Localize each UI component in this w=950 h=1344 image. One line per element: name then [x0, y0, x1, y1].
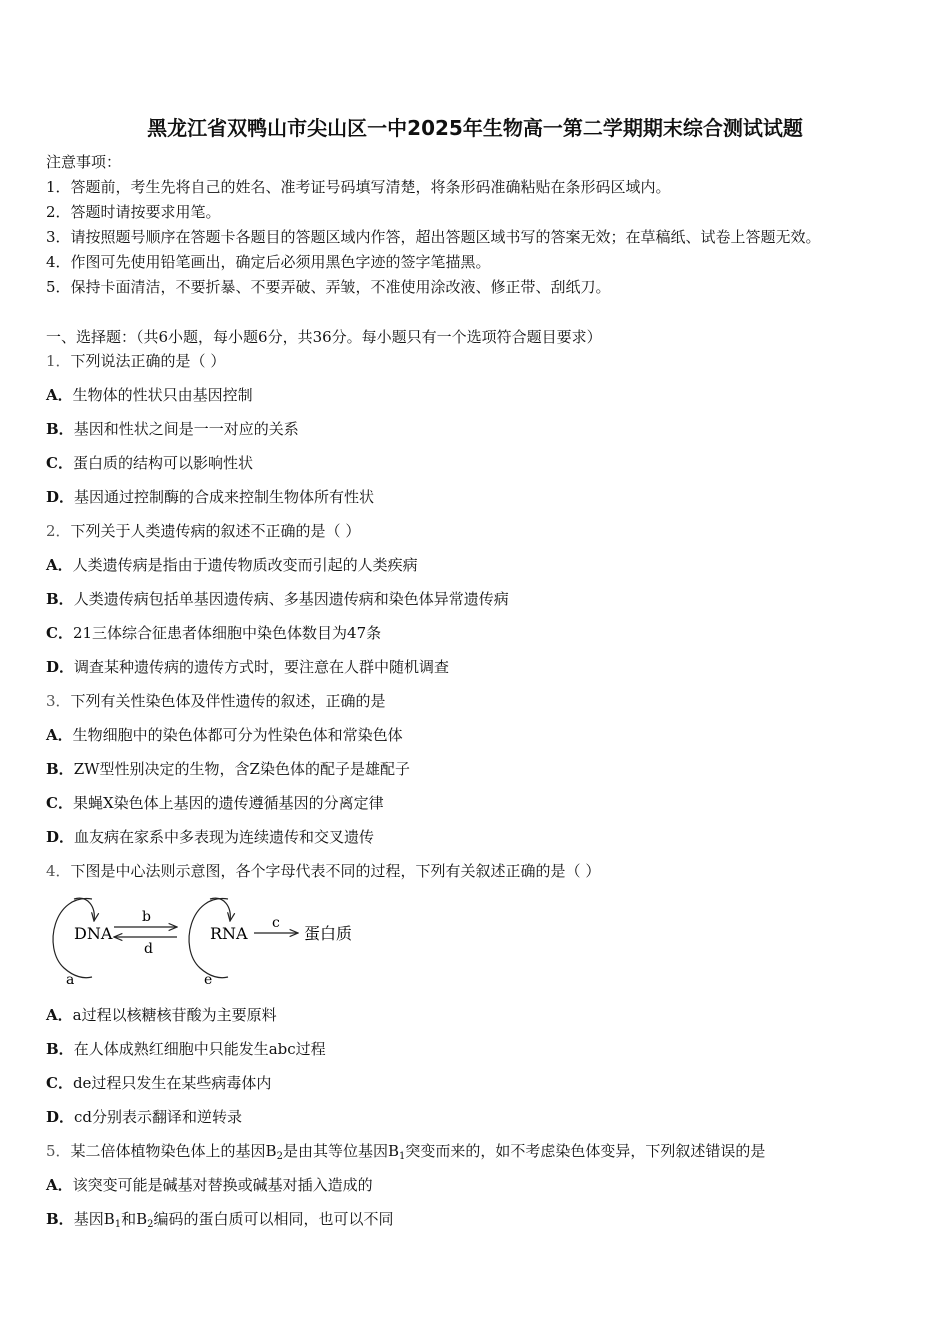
option-label: C．: [46, 454, 73, 472]
notice-item: 3．请按照题号顺序在答题卡各题目的答题区域内作答，超出答题区域书写的答案无效；在草稿纸、试卷上答题无效。: [46, 228, 821, 246]
question-stem: [46, 521, 360, 541]
option-b: [46, 759, 410, 779]
question-text: 下列说法正确的是（ ）: [70, 352, 226, 370]
question-text: 某二倍体植物染色体上的基因$B_2$是由其等位基因$B_1$突变而来的，如不考虑染色体变异，下列叙述错误的是: [70, 1142, 766, 1162]
option-b: [46, 589, 509, 609]
option-text: de过程只发生在某些病毒体内: [72, 1074, 272, 1092]
loop-e-arrow-head: [210, 898, 230, 921]
option-text: 在人体成熟红细胞中只能发生abc过程: [73, 1040, 326, 1058]
option-label: B．: [46, 590, 74, 608]
option-label: A．: [46, 726, 73, 744]
page-title: 黑龙江省双鸭山市尖山区一中2025年生物高一第二学期期末综合测试试题: [147, 116, 803, 140]
option-text: 人类遗传病是指由于遗传物质改变而引起的人类疾病: [72, 556, 418, 574]
option-text: 21三体综合征患者体细胞中染色体数目为47条: [72, 624, 382, 642]
option-c: [46, 623, 381, 643]
process-label-e: e: [204, 972, 213, 988]
option-text: 生物细胞中的染色体都可分为性染色体和常染色体: [72, 726, 403, 744]
option-a: [46, 1005, 277, 1025]
question-number: 5．: [46, 1142, 71, 1160]
protein-label: 蛋白质: [304, 924, 353, 943]
option-label: A．: [46, 386, 73, 404]
option-label: D．: [46, 828, 75, 846]
question-number: 3．: [46, 692, 71, 710]
process-label-a: a: [66, 972, 75, 988]
option-text: 生物体的性状只由基因控制: [72, 386, 253, 404]
option-text: 基因通过控制酶的合成来控制生物体所有性状: [74, 488, 375, 506]
notice-item: 2．答题时请按要求用笔。: [46, 203, 221, 221]
option-b: [46, 1039, 326, 1059]
option-label: B．: [46, 420, 74, 438]
option-a: [46, 555, 418, 575]
option-a: [46, 725, 403, 745]
process-label-c: c: [272, 915, 280, 931]
option-text: 蛋白质的结构可以影响性状: [72, 454, 253, 472]
option-label: B．: [46, 760, 74, 778]
option-label: B．: [46, 1040, 74, 1058]
option-a: [46, 385, 253, 405]
option-d: [46, 827, 374, 847]
option-b: [46, 419, 299, 439]
question-number: 1．: [46, 352, 71, 370]
option-text: 血友病在家系中多表现为连续遗传和交叉遗传: [74, 828, 375, 846]
question-text: 下列有关性染色体及伴性遗传的叙述，正确的是: [70, 692, 386, 710]
option-label: D．: [46, 658, 75, 676]
option-text: 基因和性状之间是一一对应的关系: [73, 420, 299, 438]
option-a: [46, 1175, 373, 1195]
option-text: 该突变可能是碱基对替换或碱基对插入造成的: [72, 1176, 373, 1194]
question-stem: [46, 351, 225, 371]
option-d: [46, 1107, 242, 1127]
question-text: 下图是中心法则示意图，各个字母代表不同的过程，下列有关叙述正确的是（ ）: [70, 862, 601, 880]
rna-label: RNA: [210, 924, 248, 943]
notice-item: 5．保持卡面清洁，不要折暴、不要弄破、弄皱，不准使用涂改液、修正带、刮纸刀。: [46, 278, 611, 296]
option-text: ZW型性别决定的生物，含Z染色体的配子是雄配子: [73, 760, 410, 778]
dna-label: DNA: [74, 924, 113, 943]
option-text: a过程以核糖核苷酸为主要原料: [72, 1006, 277, 1024]
process-label-b: b: [142, 909, 151, 925]
option-c: [46, 793, 384, 813]
option-label: C．: [46, 624, 73, 642]
option-text: 调查某种遗传病的遗传方式时，要注意在人群中随机调查: [74, 658, 450, 676]
question-number: 2．: [46, 522, 71, 540]
option-text: 人类遗传病包括单基因遗传病、多基因遗传病和染色体异常遗传病: [73, 590, 509, 608]
option-d: [46, 487, 374, 507]
process-label-d: d: [144, 941, 153, 957]
option-b: [46, 1209, 394, 1235]
option-label: B．: [46, 1210, 74, 1228]
option-c: [46, 453, 253, 473]
section-heading: 一、选择题：（共6小题，每小题6分，共36分。每小题只有一个选项符合题目要求）: [46, 328, 602, 346]
notice-heading: 注意事项：: [46, 153, 122, 171]
option-label: C．: [46, 794, 73, 812]
option-text: cd分别表示翻译和逆转录: [74, 1108, 243, 1126]
notice-item: 1．答题前，考生先将自己的姓名、准考证号码填写清楚，将条形码准确粘贴在条形码区域内。: [46, 178, 671, 196]
question-text: 下列关于人类遗传病的叙述不正确的是（ ）: [70, 522, 361, 540]
question-stem: [46, 691, 386, 711]
loop-a-arrow-head: [74, 898, 94, 921]
option-label: C．: [46, 1074, 73, 1092]
option-label: A．: [46, 556, 73, 574]
option-label: A．: [46, 1006, 73, 1024]
notice-item: 4．作图可先使用铅笔画出，确定后必须用黑色字迹的签字笔描黑。: [46, 253, 491, 271]
question-stem: [46, 1141, 765, 1167]
option-d: [46, 657, 449, 677]
option-label: D．: [46, 1108, 75, 1126]
option-label: A．: [46, 1176, 73, 1194]
question-number: 4．: [46, 862, 71, 880]
central-dogma-diagram: [44, 893, 374, 993]
option-label: D．: [46, 488, 75, 506]
option-text: 基因$B_1$和$B_2$编码的蛋白质可以相同，也可以不同: [73, 1210, 394, 1230]
option-c: [46, 1073, 271, 1093]
option-text: 果蝇X染色体上基因的遗传遵循基因的分离定律: [72, 794, 384, 812]
question-stem: [46, 861, 600, 881]
